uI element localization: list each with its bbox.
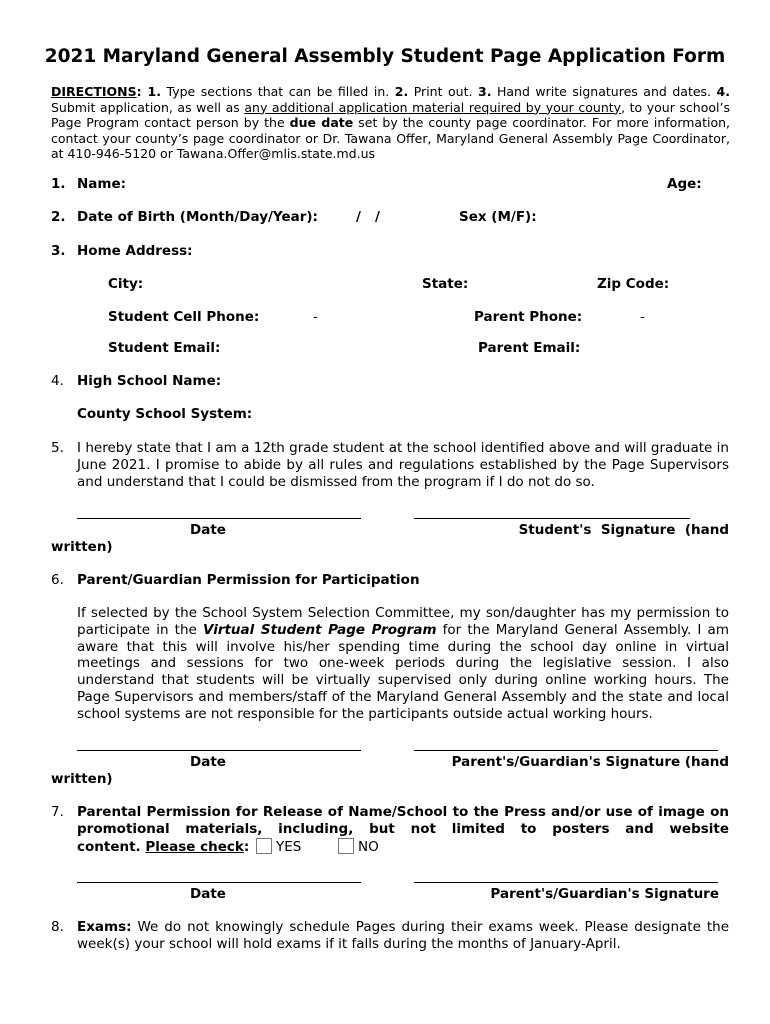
zip-label[interactable]: Zip Code: [597, 276, 670, 292]
student-cell-label[interactable]: Student Cell Phone: [108, 309, 260, 325]
yes-label: YES [275, 838, 302, 855]
yes-checkbox[interactable] [256, 838, 272, 854]
press-date-label: Date [190, 886, 226, 902]
student-signature-label-cont: written) [51, 539, 113, 555]
home-address-label[interactable]: Home Address: [77, 243, 193, 259]
parent-signature-line[interactable] [414, 750, 718, 751]
page-title: 2021 Maryland General Assembly Student Page Application Form [44, 46, 726, 67]
student-signature-line[interactable] [414, 518, 690, 519]
parent-signature-label-cont: written) [51, 771, 113, 787]
student-email-label[interactable]: Student Email: [108, 340, 221, 356]
student-date-line[interactable] [77, 518, 361, 519]
item-number-2: 2. [51, 209, 66, 225]
please-check-label: Please check [145, 838, 244, 855]
item-number-1: 1. [51, 176, 66, 192]
item-number-7: 7. [51, 804, 64, 820]
item-number-8: 8. [51, 919, 64, 935]
student-cell-dash: - [313, 309, 318, 325]
press-signature-label: Parent's/Guardian's Signature [490, 886, 719, 902]
item-number-4: 4. [51, 373, 64, 389]
press-signature-line[interactable] [414, 882, 718, 883]
program-name: Virtual Student Page Program [202, 621, 437, 638]
city-label[interactable]: City: [108, 276, 144, 292]
directions-label: DIRECTIONS [51, 84, 137, 99]
exams-text: Exams: We do not knowingly schedule Pages during their exams week. Please designate the week(s) your school will hold exams if it falls during the months of January-April. [77, 919, 729, 952]
section6-heading: Parent/Guardian Permission for Participation [77, 572, 420, 588]
press-release-text: Parental Permission for Release of Name/School to the Press and/or use of image on promotional materials, including, but not limited to posters and website content. Please check: YES NO [77, 804, 729, 855]
name-label[interactable]: Name: [77, 176, 127, 192]
high-school-label[interactable]: High School Name: [77, 373, 222, 389]
item-number-5: 5. [51, 440, 64, 456]
parent-email-label[interactable]: Parent Email: [478, 340, 581, 356]
no-checkbox[interactable] [338, 838, 354, 854]
parent-phone-label[interactable]: Parent Phone: [474, 309, 583, 325]
parent-date-label: Date [190, 754, 226, 770]
parent-signature-label: Parent's/Guardian's Signature (hand [451, 754, 729, 770]
student-date-label: Date [190, 522, 226, 538]
item-number-3: 3. [51, 243, 66, 259]
student-statement: I hereby state that I am a 12th grade student at the school identified above and will graduate in June 2021. I promise to abide by all rules and regulations established by the Page Supervisors and understand that I could be dismissed from the program if I do not do so. [77, 440, 729, 490]
parent-date-line[interactable] [77, 750, 361, 751]
item-number-6: 6. [51, 572, 64, 588]
age-label[interactable]: Age: [667, 176, 702, 192]
dob-label[interactable]: Date of Birth (Month/Day/Year): [77, 209, 318, 225]
sex-label[interactable]: Sex (M/F): [459, 209, 537, 225]
student-signature-label: Student's Signature (hand [518, 522, 729, 538]
exams-label: Exams: [77, 919, 132, 935]
press-date-line[interactable] [77, 882, 361, 883]
dob-separators: / / [356, 209, 380, 225]
state-label[interactable]: State: [422, 276, 469, 292]
parent-phone-dash: - [640, 309, 645, 325]
permission-text: If selected by the School System Selection Committee, my son/daughter has my permission to participate in the Virtual Student Page Program for the Maryland General Assembly. I am aware that this will involve his/her spending time during the school day online in virtual meetings and sessions for two one-week periods during the legislative session. I also understand that students will be virtually supervised only during online working hours. The Page Supervisors and members/staff of the Maryland General Assembly and the state and local school systems are not responsible for the participants outside actual working hours. [77, 605, 729, 722]
no-label: NO [358, 838, 379, 855]
directions: DIRECTIONS: 1. Type sections that can be filled in. 2. Print out. 3. Hand write signatures and dates. 4. Submit application, as well as any additional application material required by your county, to your school’s Page Program contact person by the due date set by the county page coordinator. For more information, contact your county’s page coordinator or Dr. Tawana Offer, Maryland General Assembly Page Coordinator, at 410-946-5120 or Tawana.Offer@mlis.state.md.us [51, 84, 730, 161]
county-system-label[interactable]: County School System: [77, 406, 253, 422]
